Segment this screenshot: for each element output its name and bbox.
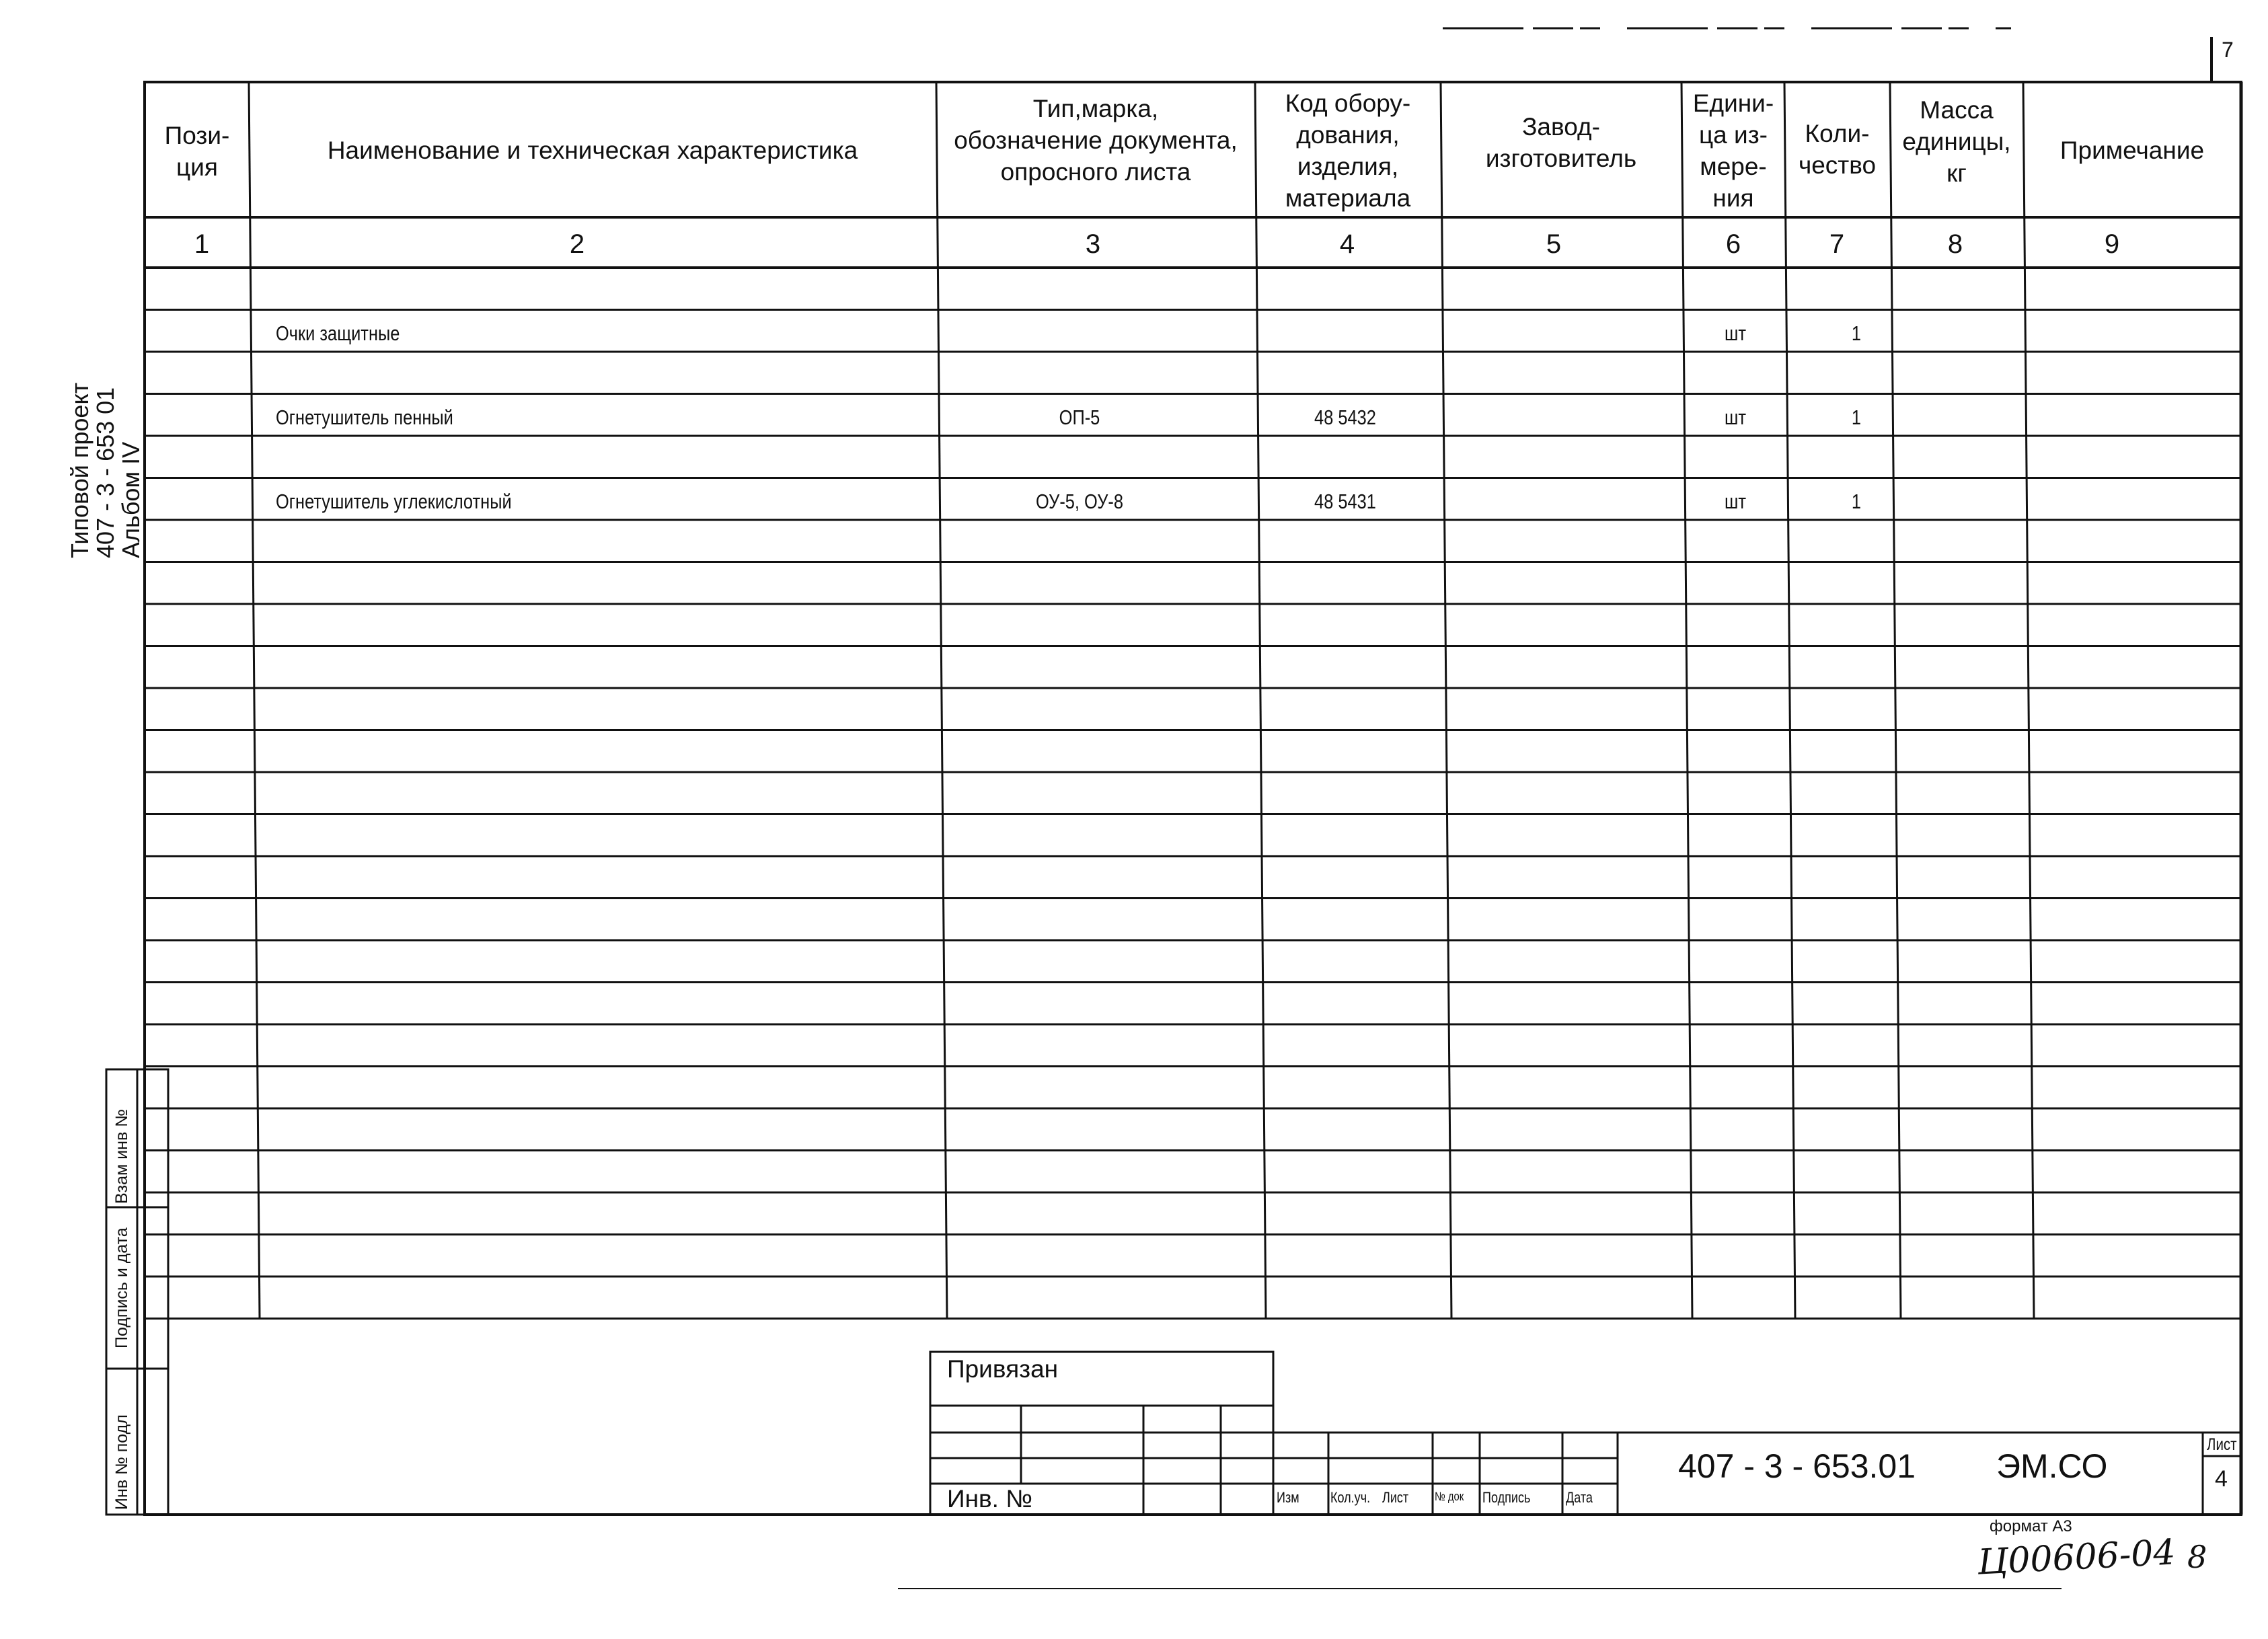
header-line: ция [176,153,218,181]
header-line: изготовитель [1485,145,1637,172]
row-qty: 1 [1851,406,1862,429]
header-line: опросного листа [1000,158,1191,186]
document-code: ЭМ.СО [1996,1447,2108,1485]
row-qty: 1 [1851,490,1862,513]
row-type: ОП-5 [1059,406,1100,429]
column-header-2 [250,135,935,166]
row-name: Огнетушитель пенный [276,406,453,429]
list-label: Лист [1382,1489,1409,1506]
privyazan-label: Привязан [947,1355,1059,1383]
header-line: материала [1285,184,1411,212]
row-qty: 1 [1851,321,1862,345]
side-label-line-1: Типовой проект [66,382,93,558]
header-line: кг [1946,159,1967,187]
stamp-vzam-inv: Взам инв № [112,1109,131,1204]
row-unit: шт [1724,490,1747,513]
header-line: ца из- [1698,121,1768,149]
header-line: обозначение документа, [954,126,1238,154]
n-dok-label: № док [1435,1490,1464,1503]
column-number-2: 2 [569,229,585,259]
header-line: Едини- [1692,89,1774,117]
row-code: 48 5431 [1314,490,1376,513]
column-header-8 [1891,94,2022,189]
column-header-9 [2025,135,2240,166]
page-number-top: 7 [2222,38,2234,62]
header-line: изделия, [1297,153,1399,180]
header-line: Завод- [1522,113,1600,141]
sheet-label: Лист [2207,1435,2237,1454]
stamp-podpis-data: Подпись и дата [112,1227,131,1348]
column-header-1 [147,120,248,183]
column-number-5: 5 [1546,229,1562,259]
column-header-5 [1442,111,1680,174]
column-header-3 [938,93,1254,188]
column-number-4: 4 [1339,229,1355,259]
format-label: формат А3 [1990,1517,2072,1535]
column-header-4 [1256,87,1439,214]
header-line: единицы, [1902,128,2011,155]
side-project-label [67,383,144,558]
column-number-1: 1 [194,229,210,259]
column-header-7 [1786,118,1889,181]
podpis-label: Подпись [1482,1489,1531,1506]
header-line: Код обору- [1285,89,1411,117]
header-line: ния [1712,184,1754,212]
column-header-6 [1683,87,1784,214]
column-number-7: 7 [1829,229,1845,259]
row-type: ОУ-5, ОУ-8 [1035,490,1124,513]
row-name: Огнетушитель углекислотный [276,490,512,513]
header-line: чество [1798,151,1877,179]
kol-uch-label: Кол.уч. [1330,1489,1371,1506]
column-number-9: 9 [2104,229,2120,259]
document-designation: 407 - 3 - 653.01 [1678,1447,1916,1485]
row-name: Очки защитные [276,321,400,345]
header-line: Коли- [1805,120,1870,147]
header-line: Тип,марка, [1032,95,1159,122]
data-label: Дата [1566,1489,1593,1506]
header-line: Наименование и техническая характеристика [327,137,858,164]
sheet-number: 4 [2215,1466,2228,1492]
row-unit: шт [1724,321,1747,345]
side-label-line-3: Альбом IV [117,441,145,558]
column-number-6: 6 [1725,229,1741,259]
column-number-3: 3 [1085,229,1101,259]
column-number-8: 8 [1947,229,1963,259]
izm-label: Изм [1277,1489,1299,1506]
row-unit: шт [1724,406,1747,429]
header-line: дования, [1296,121,1400,149]
header-line: Пози- [164,122,230,149]
inv-no-label: Инв. № [947,1485,1032,1513]
side-label-line-2: 407 - 3 - 653 01 [91,387,119,558]
header-line: Примечание [2059,137,2205,164]
row-code: 48 5432 [1314,406,1376,429]
header-line: Масса [1920,96,1994,124]
archive-number: Ц00606-04 [1976,1532,2177,1583]
archive-page: 8 [2187,1539,2207,1575]
header-line: мере- [1700,153,1767,180]
stamp-inv-podl: Инв № подл [112,1414,131,1510]
